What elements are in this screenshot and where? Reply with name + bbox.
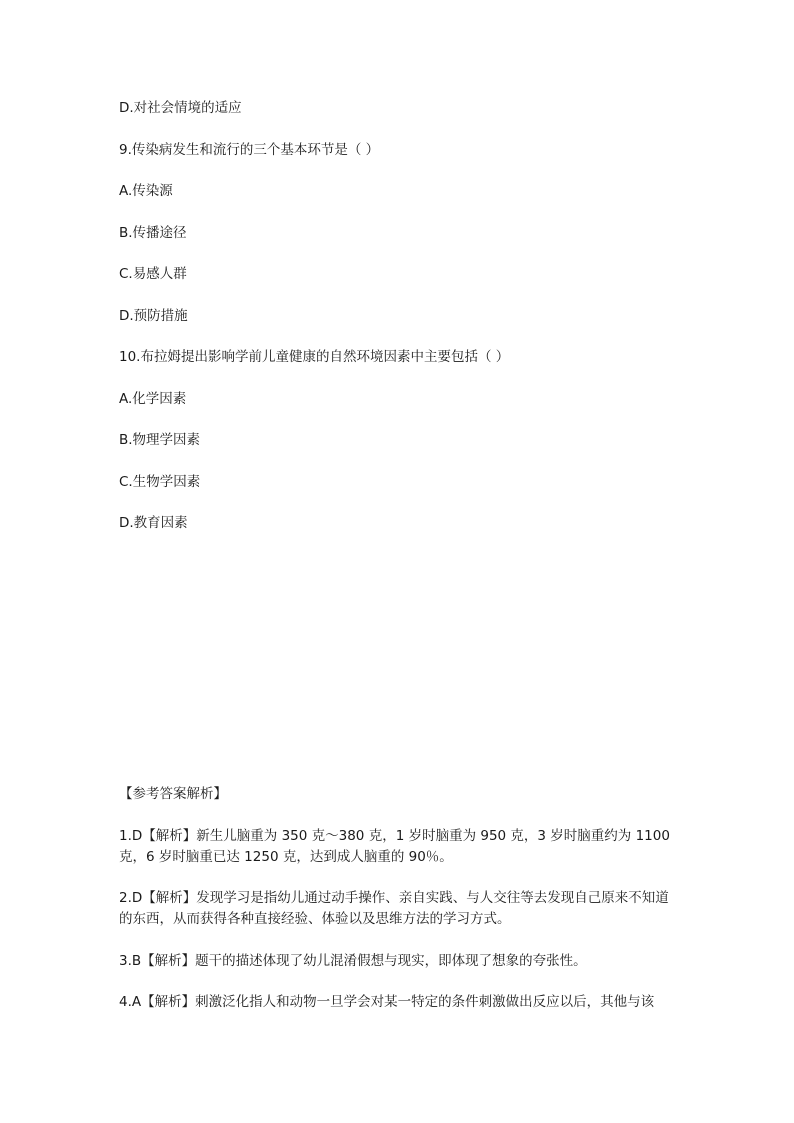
q9-option-a: A.传染源: [119, 183, 173, 199]
q9-stem: 9.传染病发生和流行的三个基本环节是（ ）: [119, 142, 380, 158]
answer-item-1: [119, 826, 679, 868]
q10-stem: 10.布拉姆提出影响学前儿童健康的自然环境因素中主要包括（ ）: [119, 349, 510, 365]
answer-4-prefix: 4.A: [119, 994, 142, 1010]
answer-2-text: 发现学习是指幼儿通过动手操作、亲自实践、与人交往等去发现自己原来不知道的东西，从而获得各种直接经验、体验以及思维方法的学习方式。: [119, 890, 669, 927]
answer-1-prefix: 1.D: [119, 828, 143, 844]
answer-2-tag: 【解析】: [142, 890, 197, 906]
q10-option-a: A.化学因素: [119, 391, 187, 407]
q9-option-b: B.传播途径: [119, 225, 187, 241]
answer-3-tag: 【解析】: [141, 953, 196, 969]
q10-option-c: C.生物学因素: [119, 474, 201, 490]
answer-1-text: 新生儿脑重为 350 克～380 克，1 岁时脑重为 950 克，3 岁时脑重约为 1100 克，6 岁时脑重已达 1250 克，达到成人脑重的 90％。: [119, 828, 670, 865]
q8-option-d: D.对社会情境的适应: [119, 100, 242, 116]
answer-4-text: 刺激泛化指人和动物一旦学会对某一特定的条件刺激做出反应以后，其他与该: [195, 994, 655, 1010]
q10-option-d: D.教育因素: [119, 515, 188, 531]
answer-item-2: [119, 888, 679, 930]
answer-4-tag: 【解析】: [141, 994, 196, 1010]
q10-option-b: B.物理学因素: [119, 432, 201, 448]
answer-item-4: [119, 992, 679, 1013]
answer-3-prefix: 3.B: [119, 953, 142, 969]
answer-3-text: 题干的描述体现了幼儿混淆假想与现实，即体现了想象的夸张性。: [195, 953, 587, 969]
answer-1-tag: 【解析】: [142, 828, 197, 844]
answer-item-3: [119, 951, 679, 972]
answer-2-prefix: 2.D: [119, 890, 143, 906]
q9-option-d: D.预防措施: [119, 308, 188, 324]
q9-option-c: C.易感人群: [119, 266, 187, 282]
answer-key-heading: 【参考答案解析】: [119, 786, 227, 802]
